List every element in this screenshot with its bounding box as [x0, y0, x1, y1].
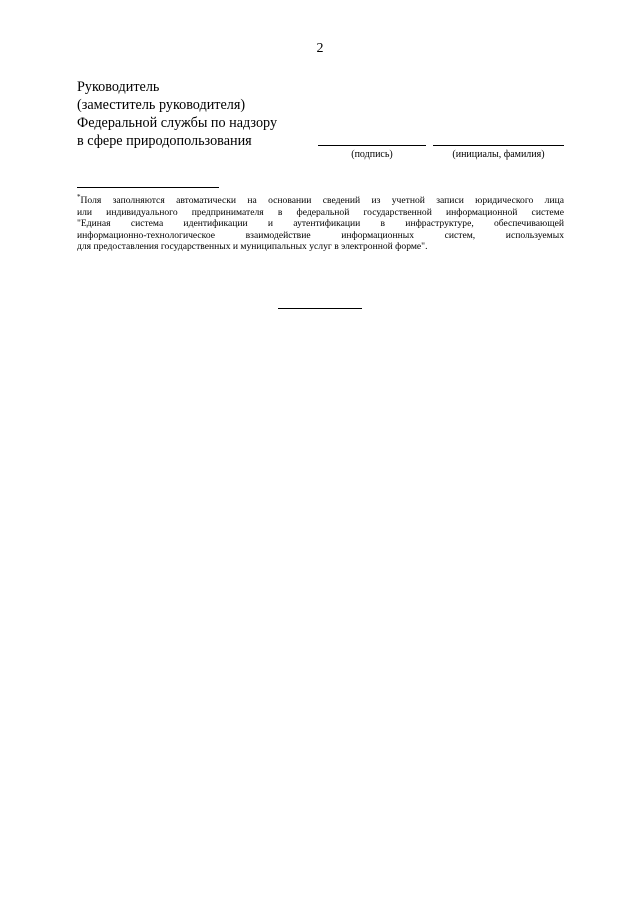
name-line: [433, 145, 564, 146]
page-number: 2: [316, 41, 324, 56]
footnote-line: [77, 192, 564, 207]
footnote-line: информационно-технологическое взаимодействие информационных систем, используемых: [77, 229, 564, 241]
document-end-rule: [278, 308, 362, 309]
footnote-mark: *: [77, 192, 81, 201]
footnote-text: Поля заполняются автоматически на основании сведений из учетной записи юридического лица: [80, 195, 564, 206]
footnote: [77, 192, 564, 253]
signatory-position-line: Федеральной службы по надзору: [77, 115, 278, 131]
signatory-position-line: Руководитель: [77, 79, 160, 95]
signatory-position-line: (заместитель руководителя): [77, 97, 246, 113]
signatory-position-line: в сфере природопользования: [77, 133, 252, 149]
footnote-separator: [77, 187, 219, 188]
footnote-line: для предоставления государственных и муниципальных услуг в электронной форме".: [77, 241, 428, 253]
signatory-position: [77, 78, 277, 150]
signature-line: [318, 145, 426, 146]
footnote-line: "Единая система идентификации и аутентификации в инфраструктуре, обеспечивающей: [77, 218, 564, 230]
footnote-line: или индивидуального предпринимателя в федеральной государственной информационной системе: [77, 206, 564, 218]
signature-caption: (подпись): [351, 149, 393, 160]
name-caption: (инициалы, фамилия): [452, 149, 545, 160]
